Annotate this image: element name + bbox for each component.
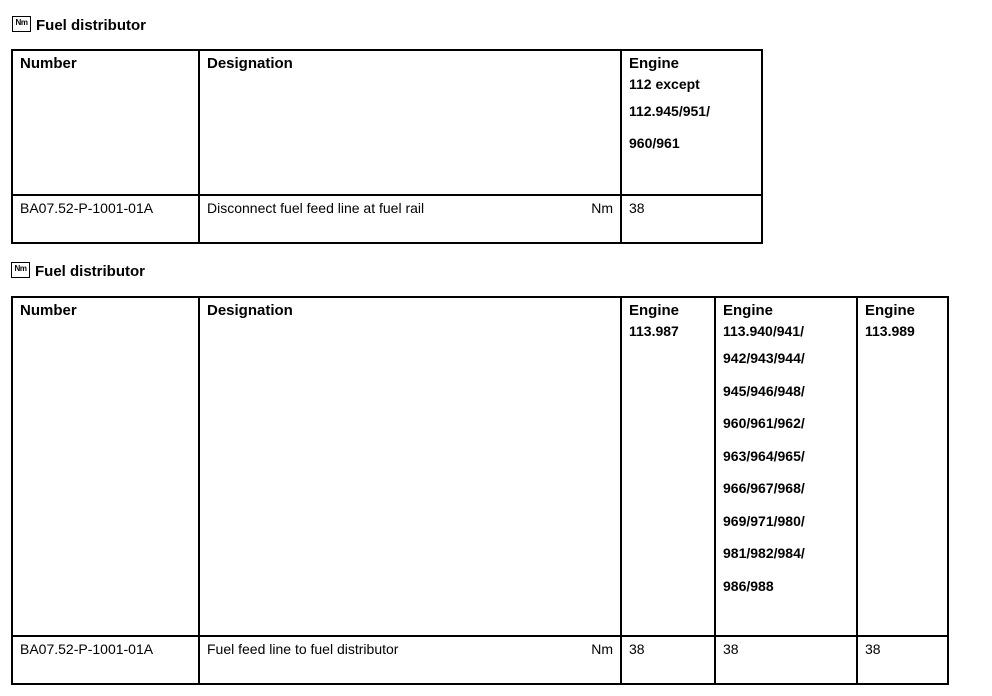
section1-header-row: [12, 50, 762, 195]
engine-line: 112.945/951/: [629, 103, 710, 119]
engine-line: 960/961/962/: [723, 415, 805, 431]
designation-text: Fuel feed line to fuel distributor: [207, 641, 399, 657]
unit-label: Nm: [591, 641, 613, 657]
row-value-engine2: 38: [715, 636, 857, 684]
engine-line: 113.987: [629, 323, 679, 339]
engine-line: 113.940/941/: [723, 323, 804, 339]
engine-title: Engine: [629, 302, 680, 319]
number-header: Number: [12, 50, 199, 195]
engine-line: 986/988: [723, 577, 774, 594]
row-value-engine1: 38: [621, 636, 715, 684]
section2-table: [11, 296, 949, 685]
row-value: 38: [621, 195, 762, 243]
engine3-header: [857, 297, 948, 636]
section1-heading: [12, 17, 146, 34]
section2-title: Fuel distributor: [35, 263, 145, 280]
designation-text: Disconnect fuel feed line at fuel rail: [207, 200, 425, 216]
torque-nm-icon: Nm: [11, 262, 30, 278]
unit-label: Nm: [591, 200, 613, 216]
engine-line: 942/943/944/: [723, 350, 805, 366]
engine-title: Engine: [629, 55, 680, 72]
engine-line: 981/982/984/: [723, 545, 805, 561]
engine-line: 969/971/980/: [723, 512, 805, 529]
engine-line: 963/964/965/: [723, 447, 805, 464]
engine-line: 113.989: [865, 323, 915, 339]
section2-heading: [11, 263, 145, 280]
engine2-header: [715, 297, 857, 636]
table-row: [12, 636, 948, 684]
designation-header: Designation: [199, 297, 621, 636]
row-number: BA07.52-P-1001-01A: [12, 636, 199, 684]
engine-title: Engine: [723, 302, 774, 319]
engine1-header: [621, 297, 715, 636]
number-header: Number: [12, 297, 199, 636]
engine-title: Engine: [865, 302, 916, 319]
row-designation: [199, 636, 621, 684]
engine-line: 960/961: [629, 134, 680, 151]
table-row: [12, 195, 762, 243]
engine-line: 945/946/948/: [723, 382, 805, 399]
engine-line: 112 except: [629, 76, 700, 92]
designation-header: Designation: [199, 50, 621, 195]
torque-nm-icon: Nm: [12, 16, 31, 32]
section1-table: [11, 49, 763, 244]
engine-line: 966/967/968/: [723, 480, 805, 496]
row-designation: [199, 195, 621, 243]
row-value-engine3: 38: [857, 636, 948, 684]
section2-header-row: [12, 297, 948, 636]
row-number: BA07.52-P-1001-01A: [12, 195, 199, 243]
section1-title: Fuel distributor: [36, 17, 146, 34]
engine-header: [621, 50, 762, 195]
